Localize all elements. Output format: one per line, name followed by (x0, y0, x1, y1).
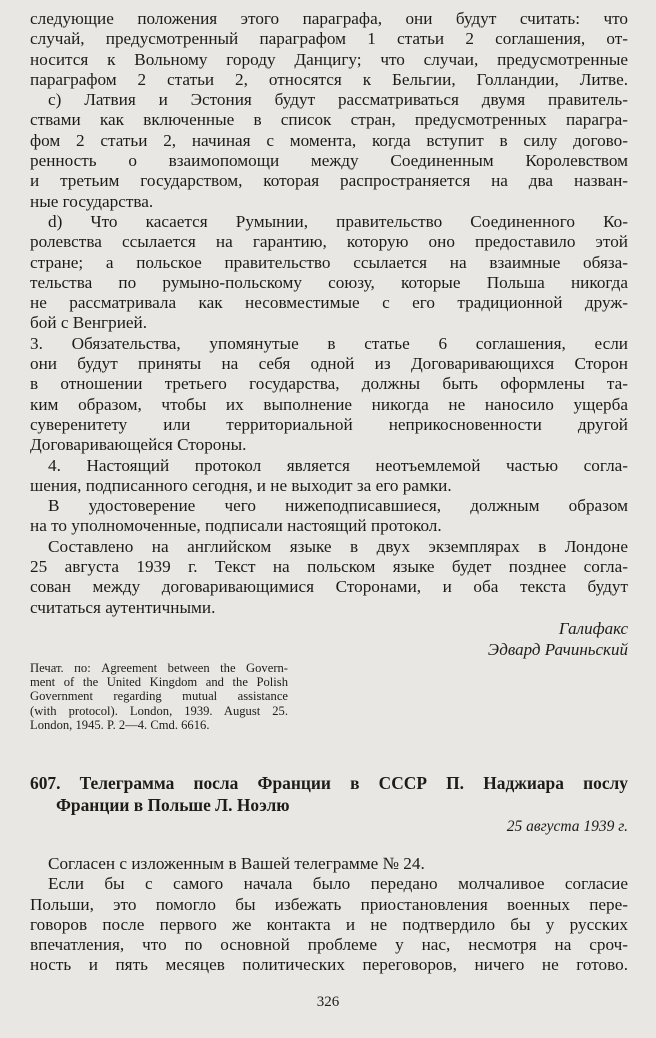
citation-line: (with protocol). London, 1939. August 25. (30, 703, 288, 718)
document-heading (30, 772, 628, 816)
source-citation (30, 661, 288, 732)
text-line: Составлено на английском языке в двух экземплярах в Лондоне (48, 536, 628, 556)
text-line: впечатления, что по основной проблеме у нас, несмотря на сроч- (30, 935, 628, 955)
text-line: фом 2 статьи 2, начиная с момента, когда вступит в силу догово- (30, 130, 628, 150)
protocol-text (30, 9, 628, 618)
text-line: параграфом 2 статьи 2, относятся к Бельгии, Голландии, Литве. (30, 69, 628, 89)
text-line: ролевства ссылается на гарантию, которую оно предоставило этой (30, 232, 628, 252)
heading-line: 607. Телеграмма посла Франции в СССР П. Наджиара послу (30, 773, 628, 793)
text-line: в отношении третьего государства, должны быть оформлены та- (30, 374, 628, 394)
text-line: говоров после первого же контакта и не подтвердило бы у русских (30, 914, 628, 934)
text-line: они будут приняты на себя одной из Договаривающихся Сторон (30, 354, 628, 374)
page-number: 326 (316, 994, 340, 1010)
text-line: ким образом, чтобы их выполнение никогда не наносило ущерба (30, 394, 628, 414)
text-line: Польши, это помогло бы избежать приостановления военных пере- (30, 894, 628, 914)
citation-line: Печат. по: Agreement between the Govern- (30, 661, 288, 675)
text-line: Договаривающейся Стороны. (30, 435, 247, 455)
text-line: следующие положения этого параграфа, они будут считать: что (30, 9, 628, 28)
text-line: Если бы с самого начала было передано молчаливое согласие (48, 874, 628, 894)
text-line: 4. Настоящий протокол является неотъемлемой частью согла- (48, 455, 628, 475)
citation-line: ment of the United Kingdom and the Polish (30, 675, 288, 690)
document-date: 25 августа 1939 г. (506, 818, 628, 835)
text-line: 3. Обязательства, упомянутые в статье 6 соглашения, если (30, 333, 628, 353)
signature-raczynski: Эдвард Рачиньский (487, 640, 628, 659)
text-line: В удостоверение чего нижеподписавшиеся, должным образом (48, 496, 628, 516)
text-line: суверенитету или территориальной неприкосновенности другой (30, 414, 628, 434)
telegram-text (30, 854, 628, 976)
text-line: на то уполномоченные, подписали настоящий протокол. (30, 516, 442, 536)
text-line: случай, предусмотренный параграфом 1 статьи 2 соглашения, от- (30, 29, 628, 49)
text-line: сован между договаривающимися Сторонами, и оба текста будут (30, 577, 628, 597)
text-line: ренность о взаимопомощи между Соединенным Королевством (30, 151, 628, 171)
text-line: стране; а польское правительство ссылается на взаимные обяза- (30, 252, 628, 272)
text-line: носится к Вольному городу Данцигу; что случаи, предусмотренные (30, 49, 628, 69)
text-line: ность и пять месяцев политических переговоров, ничего не готово. (30, 955, 628, 975)
heading-line: Франции в Польше Л. Ноэлю (56, 795, 290, 815)
signature-halifax: Галифакс (558, 619, 628, 638)
citation-line: Government regarding mutual assistance (30, 689, 288, 704)
text-line: и третьим государством, которая распространяется на два назван- (30, 171, 628, 191)
text-line: тельства по румыно-польскому союзу, которые Польша никогда (30, 272, 628, 292)
text-line: c) Латвия и Эстония будут рассматриваться двумя правитель- (48, 90, 628, 110)
text-line: не рассматривала как несовместимые с его традиционной друж- (30, 293, 628, 313)
citation-line: London, 1945. P. 2—4. Cmd. 6616. (30, 717, 210, 732)
text-line: ствами как включенные в список стран, предусмотренных парагра- (30, 110, 628, 130)
text-line: считаться аутентичными. (30, 597, 216, 617)
text-line: шения, подписанного сегодня, и не выходит за его рамки. (30, 475, 452, 495)
text-line: бой с Венгрией. (30, 313, 148, 333)
text-line: ные государства. (30, 191, 154, 211)
text-line: 25 августа 1939 г. Текст на польском языке будет позднее согла- (30, 557, 628, 577)
text-line: Согласен с изложенным в Вашей телеграмме № 24. (48, 854, 425, 873)
text-line: d) Что касается Румынии, правительство Соединенного Ко- (48, 211, 628, 231)
